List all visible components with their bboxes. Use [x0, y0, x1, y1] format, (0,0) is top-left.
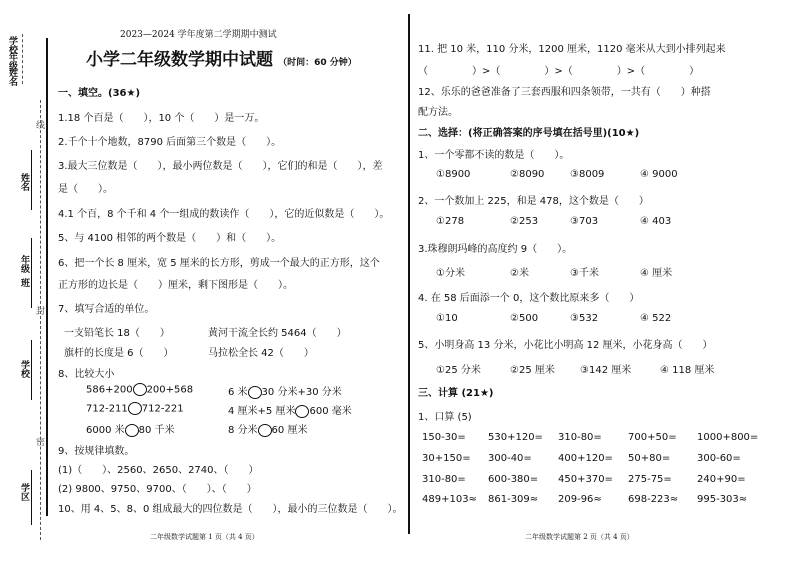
question-5: 5、与 4100 相邻的两个数是（ ）和（ ）。 [58, 233, 282, 244]
choice-5: 5、小明身高 13 分米，小花比小明高 12 厘米，小花身高（ ） [418, 340, 713, 351]
calc-cell: 700+50= [628, 432, 677, 443]
choice-2-opt-3[interactable]: ③703 [570, 216, 599, 227]
calc-cell: 50+80= [628, 453, 671, 464]
choice-5-opt-1[interactable]: ①25 分米 [436, 365, 481, 376]
calc-cell: 300-60= [697, 453, 741, 464]
top-label-grade: 年级 [7, 52, 17, 70]
calc-cell: 995-303≈ [697, 494, 748, 505]
question-4: 4.1 个百，8 个千和 4 个一组成的数读作（ ），它的近似数是（ ）。 [58, 209, 390, 220]
question-9-1: (1)（ ）、2560、2650、2740、（ ） [58, 465, 259, 476]
exam-title: 小学二年级数学期中试题 [86, 50, 273, 70]
question-12b: 配方法。 [418, 107, 458, 118]
choice-3-opt-3[interactable]: ③千米 [570, 268, 599, 279]
page-divider [408, 14, 410, 534]
choice-2: 2、一个数加上 225，和是 478，这个数是（ ） [418, 196, 649, 207]
calc-cell: 450+370= [558, 474, 613, 485]
calc-cell: 400+120= [558, 453, 613, 464]
compare-left: 586+200 [86, 384, 133, 396]
seal-char-line: 线 [36, 121, 46, 131]
calc-cell: 1000+800= [697, 432, 759, 443]
compare-row-4 [228, 383, 342, 399]
choice-4-opt-2[interactable]: ②500 [510, 313, 539, 324]
compare-circle[interactable] [133, 383, 147, 396]
calc-cell: 240+90= [697, 474, 746, 485]
oral-calc-heading: 1、口算 (5) [418, 412, 472, 423]
calc-cell: 310-80= [422, 474, 466, 485]
choice-3-opt-2[interactable]: ②米 [510, 268, 529, 279]
calc-cell: 489+103≈ [422, 494, 477, 505]
calc-cell: 310-80= [558, 432, 602, 443]
compare-row-2 [86, 402, 184, 415]
page-1-footer: 二年级数学试题第 1 页（共 4 页） [150, 533, 259, 541]
choice-5-opt-2[interactable]: ②25 厘米 [510, 365, 555, 376]
choice-1-opt-4[interactable]: ④ 9000 [640, 169, 678, 180]
choice-3-opt-4[interactable]: ④ 厘米 [640, 268, 673, 279]
question-11: 11. 把 10 米，110 分米，1200 厘米，1120 毫米从大到小排列起来 [418, 44, 726, 55]
choice-3: 3.珠穆朗玛峰的高度约 9（ ）。 [418, 244, 573, 255]
question-1: 1.18 个百是（ ），10 个（ ）是一万。 [58, 113, 265, 124]
calc-cell: 150-30= [422, 432, 466, 443]
question-8: 8、比较大小 [58, 369, 115, 380]
seal-char-secret: 密 [36, 438, 46, 448]
choice-2-opt-1[interactable]: ①278 [436, 216, 465, 227]
calc-cell: 698-223≈ [628, 494, 679, 505]
choice-2-opt-4[interactable]: ④ 403 [640, 216, 672, 227]
seal-char-seal: 封 [36, 307, 46, 317]
choice-4-opt-1[interactable]: ①10 [436, 313, 458, 324]
side-label-school: 学校 [19, 360, 29, 378]
calc-cell: 530+120= [488, 432, 543, 443]
choice-1-opt-1[interactable]: ①8900 [436, 169, 471, 180]
q7-item-yellow-river: 黄河干流全长约 5464（ ） [208, 328, 347, 339]
section-2-heading: 二、选择：(将正确答案的序号填在括号里)(10★) [418, 128, 640, 139]
choice-4: 4. 在 58 后面添一个 0，这个数比原来多（ ） [418, 293, 640, 304]
choice-5-opt-3[interactable]: ③142 厘米 [580, 365, 632, 376]
compare-row-3 [86, 421, 175, 437]
compare-left: 6 米 [228, 387, 248, 398]
section-1-heading: 一、填空。(36★) [58, 88, 141, 99]
exam-time: （时间：60 分钟） [278, 58, 357, 68]
compare-circle[interactable] [258, 424, 272, 437]
compare-row-5 [228, 402, 352, 418]
q7-item-pencil: 一支铅笔长 18（ ） [64, 328, 170, 339]
top-label-name: 姓名 [7, 68, 17, 86]
choice-5-opt-4[interactable]: ④ 118 厘米 [660, 365, 715, 376]
choice-2-opt-2[interactable]: ②253 [510, 216, 539, 227]
choice-3-opt-1[interactable]: ①分米 [436, 268, 465, 279]
compare-left: 712-211 [86, 403, 128, 415]
question-10: 10、用 4、5、8、0 组成最大的四位数是（ ），最小的三位数是（ ）。 [58, 504, 403, 515]
choice-4-opt-4[interactable]: ④ 522 [640, 313, 672, 324]
side-label-district: 学区 [19, 483, 29, 501]
calc-cell: 861-309≈ [488, 494, 539, 505]
compare-left: 8 分米 [228, 425, 258, 436]
q7-item-flagpole: 旗杆的长度是 6（ ） [64, 348, 174, 359]
page-2-footer: 二年级数学试题第 2 页（共 4 页） [525, 533, 634, 541]
question-2: 2.千个十个地数，8790 后面第三个数是（ ）。 [58, 137, 282, 148]
compare-right: 712-221 [141, 403, 184, 415]
compare-right: 600 毫米 [309, 406, 352, 417]
compare-right: 200+568 [146, 384, 194, 396]
compare-right: 80 千米 [138, 425, 175, 436]
question-3a: 3.最大三位数是（ ），最小两位数是（ ），它们的和是（ ），差 [58, 161, 383, 172]
calc-cell: 600-380= [488, 474, 539, 485]
question-6b: 正方形的边长是（ ）厘米，剩下图形是（ ）。 [58, 280, 293, 291]
calc-cell: 30+150= [422, 453, 471, 464]
q11-sep: ）>（ [544, 66, 573, 77]
calc-cell: 209-96≈ [558, 494, 602, 505]
binding-solid-line [46, 38, 48, 516]
compare-left: 6000 米 [86, 425, 125, 436]
choice-1: 1、一个零都不读的数是（ ）。 [418, 150, 570, 161]
question-3b: 是（ ）。 [58, 184, 113, 195]
compare-row-1 [86, 383, 193, 396]
side-label-class: 班 [19, 278, 29, 287]
q11-sep: ）>（ [472, 66, 501, 77]
compare-right: 30 分米+30 分米 [261, 387, 342, 398]
question-12a: 12、乐乐的爸爸准备了三套西服和四条领带，一共有（ ）种搭 [418, 87, 711, 98]
choice-1-opt-2[interactable]: ②8090 [510, 169, 545, 180]
calc-cell: 300-40= [488, 453, 532, 464]
q11-answer-row: （ ）>（ ）>（ ）>（ ） [418, 66, 700, 77]
compare-circle[interactable] [128, 402, 142, 415]
compare-circle[interactable] [125, 424, 139, 437]
q7-item-marathon: 马拉松全长 42（ ） [208, 348, 314, 359]
compare-circle[interactable] [248, 386, 262, 399]
compare-row-6 [228, 421, 307, 437]
side-label-grade: 年级 [19, 255, 29, 273]
exam-title-row [86, 45, 357, 70]
choice-1-opt-3[interactable]: ③8009 [570, 169, 605, 180]
question-6a: 6、把一个长 8 厘米，宽 5 厘米的长方形，剪成一个最大的正方形，这个 [58, 258, 380, 269]
top-label-school: 学校 [7, 36, 17, 54]
section-3-heading: 三、计算 (21★) [418, 388, 494, 399]
side-label-name: 姓名 [19, 173, 29, 191]
calc-cell: 275-75= [628, 474, 672, 485]
question-9: 9、按规律填数。 [58, 446, 135, 457]
question-9-2: (2) 9800、9750、9700、（ ）、（ ） [58, 484, 257, 495]
compare-left: 4 厘米+5 厘米 [228, 406, 296, 417]
exam-term: 2023—2024 学年度第二学期期中测试 [120, 30, 277, 40]
q11-sep: ）>（ [616, 66, 646, 77]
compare-right: 60 厘米 [271, 425, 308, 436]
choice-4-opt-3[interactable]: ③532 [570, 313, 599, 324]
compare-circle[interactable] [295, 405, 309, 418]
question-7: 7、填写合适的单位。 [58, 304, 155, 315]
